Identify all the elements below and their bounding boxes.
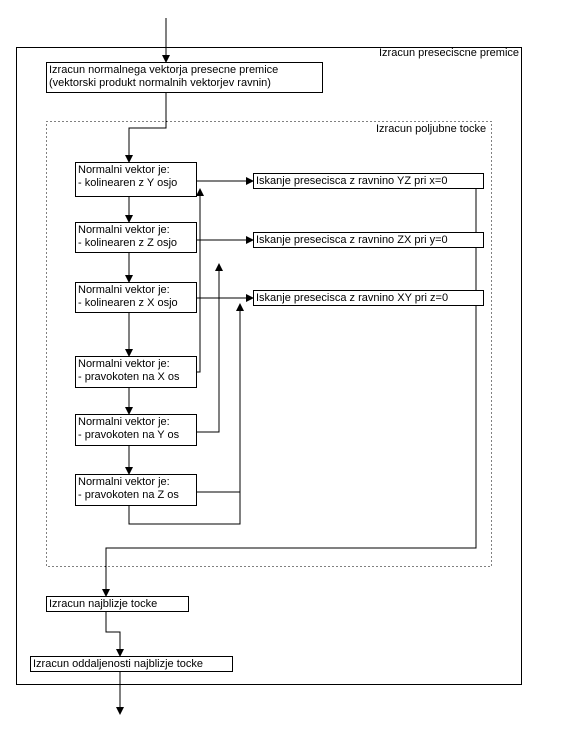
condition-box-perpendicular-z — [75, 474, 197, 506]
condition-title: Normalni vektor je: — [78, 164, 170, 176]
condition-title: Normalni vektor je: — [78, 358, 170, 370]
normal-vector-line2: (vektorski produkt normalnih vektorjev ravnin) — [49, 77, 271, 89]
condition-text: - pravokoten na X os — [78, 371, 180, 383]
condition-title: Normalni vektor je: — [78, 284, 170, 296]
condition-text: - kolinearen z Z osjo — [78, 237, 178, 249]
condition-text: - pravokoten na Z os — [78, 489, 179, 501]
search-box-zx: Iskanje presecisca z ravnino ZX pri y=0 — [253, 232, 484, 248]
outer-frame-title: Izracun preseciscne premice — [379, 47, 520, 59]
search-box-yz: Iskanje presecisca z ravnino YZ pri x=0 — [253, 173, 484, 189]
condition-text: - pravokoten na Y os — [78, 429, 180, 441]
condition-text: - kolinearen z Y osjo — [78, 177, 178, 189]
condition-title: Normalni vektor je: — [78, 224, 170, 236]
condition-title: Normalni vektor je: — [78, 416, 170, 428]
condition-box-collinear-z — [75, 222, 197, 253]
search-box-xy: Iskanje presecisca z ravnino XY pri z=0 — [253, 290, 484, 306]
nearest-point-box: Izracun najblizje tocke — [46, 596, 189, 612]
nearest-distance-box: Izracun oddaljenosti najblizje tocke — [30, 656, 233, 672]
condition-box-perpendicular-x — [75, 356, 197, 388]
condition-title: Normalni vektor je: — [78, 476, 170, 488]
normal-vector-line1: Izracun normalnega vektorja presecne premice — [49, 64, 279, 76]
condition-text: - kolinearen z X osjo — [78, 297, 178, 309]
condition-box-collinear-x — [75, 282, 197, 313]
inner-frame-title: Izracun poljubne tocke — [376, 123, 487, 135]
normal-vector-box — [46, 62, 323, 93]
condition-box-perpendicular-y — [75, 414, 197, 446]
condition-box-collinear-y — [75, 162, 197, 197]
